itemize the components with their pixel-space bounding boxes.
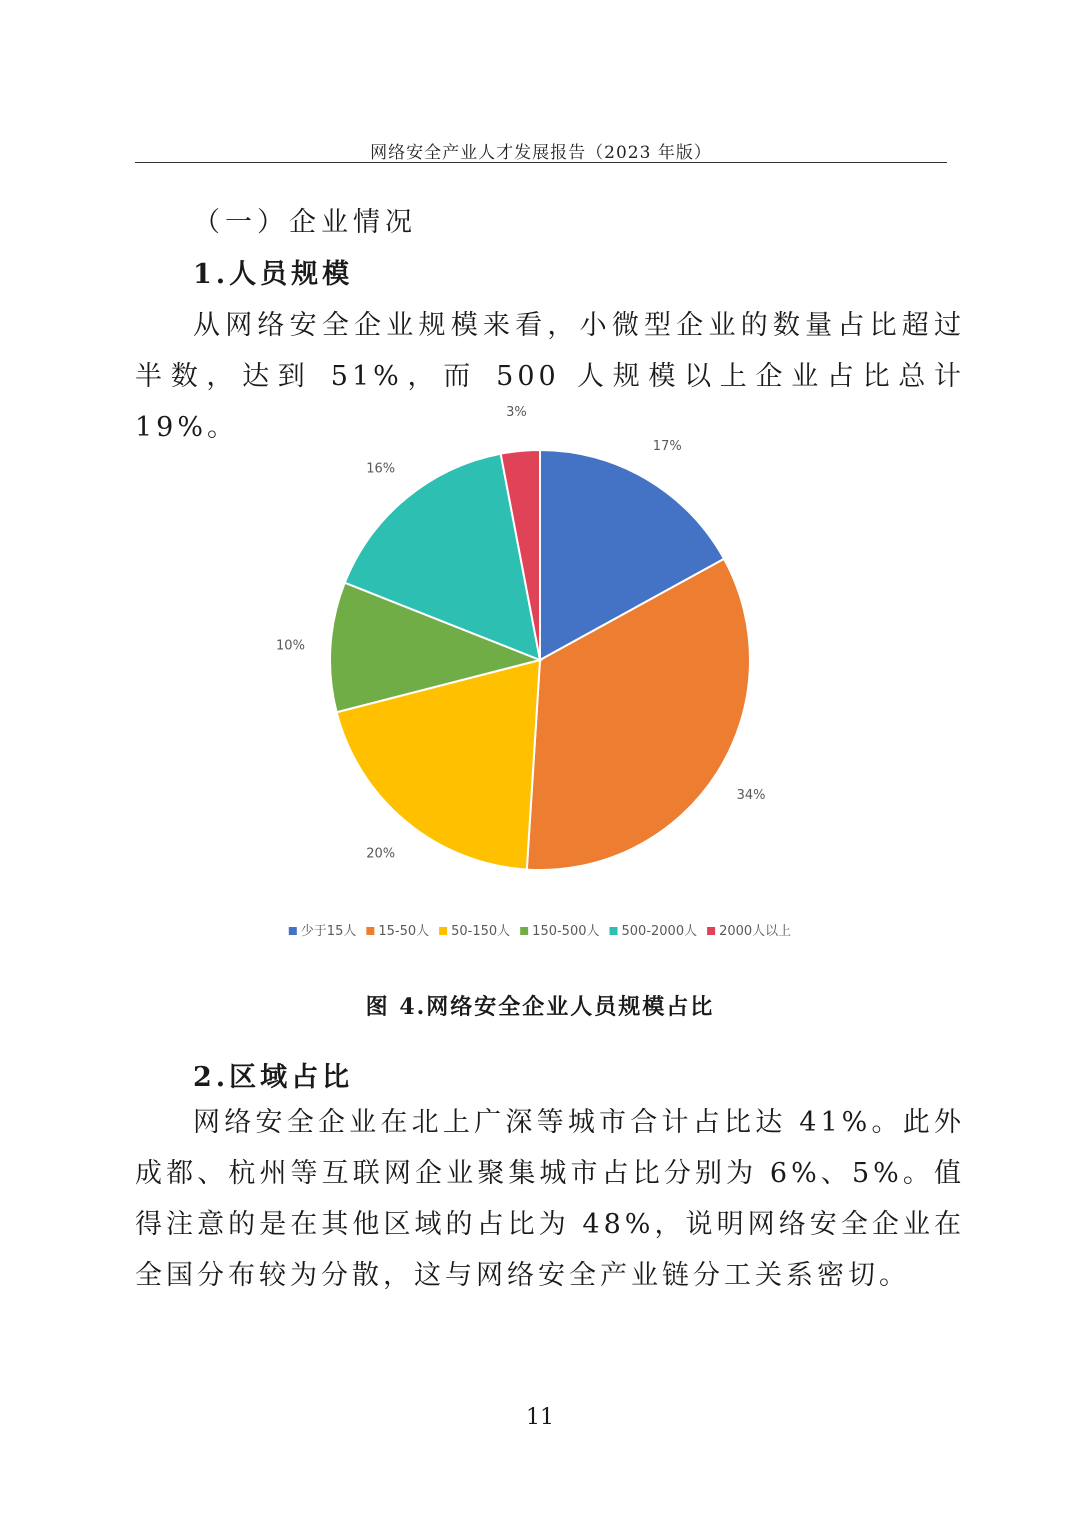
section-title: （一）企业情况 [193,207,417,238]
legend-item [289,923,357,939]
legend-item [520,924,599,939]
subsection-title-staff-scale: 1.人员规模 [193,259,354,290]
pie-slices [330,450,750,870]
legend-label: 少于15人 [300,924,357,939]
pie-slice-label: 17% [652,438,682,454]
legend-item [610,924,698,939]
paragraph-region-share: 网络安全企业在北上广深等城市合计占比达 41%。此外成都、杭州等互联网企业聚集城市占比分别为 6%、5%。值得注意的是在其他区域的占比为 48%，说明网络安全企业在全国分布较为分散，这与网络安全产业链分工关系密切。 [135,1107,965,1291]
legend-label: 500-2000人 [621,924,698,939]
subsection-title-region-share: 2.区域占比 [193,1062,354,1093]
pie-slice-label: 20% [366,846,396,862]
legend-label: 150-500人 [532,924,600,939]
figure-caption: 图 4.网络安全企业人员规模占比 [365,994,715,1020]
legend-item [707,924,791,939]
pie-slice-label: 10% [276,638,305,654]
legend-swatch [289,927,297,935]
staff-scale-pie-chart [220,405,860,965]
pie-slice-label: 3% [506,405,527,421]
running-header: 网络安全产业人才发展报告（2023 年版） [370,143,712,163]
legend-swatch [520,927,528,935]
legend-label: 50-150人 [451,924,511,939]
legend-item [366,924,429,939]
legend-label: 15-50人 [378,924,430,939]
legend-swatch [366,927,374,935]
page-number: 11 [526,1405,554,1430]
legend-label: 2000人以上 [719,924,792,939]
header-divider [135,162,947,163]
chart-legend [289,923,791,939]
legend-swatch [707,927,715,935]
legend-swatch [610,927,618,935]
pie-slice-label: 34% [736,787,766,803]
legend-swatch [439,927,447,935]
pie-slice-label: 16% [366,461,396,477]
paragraph-staff-scale: 从网络安全企业规模来看，小微型企业的数量占比超过半数，达到 51%，而 500 人规模以上企业占比总计 19%。 [135,310,965,443]
legend-item [439,924,510,939]
